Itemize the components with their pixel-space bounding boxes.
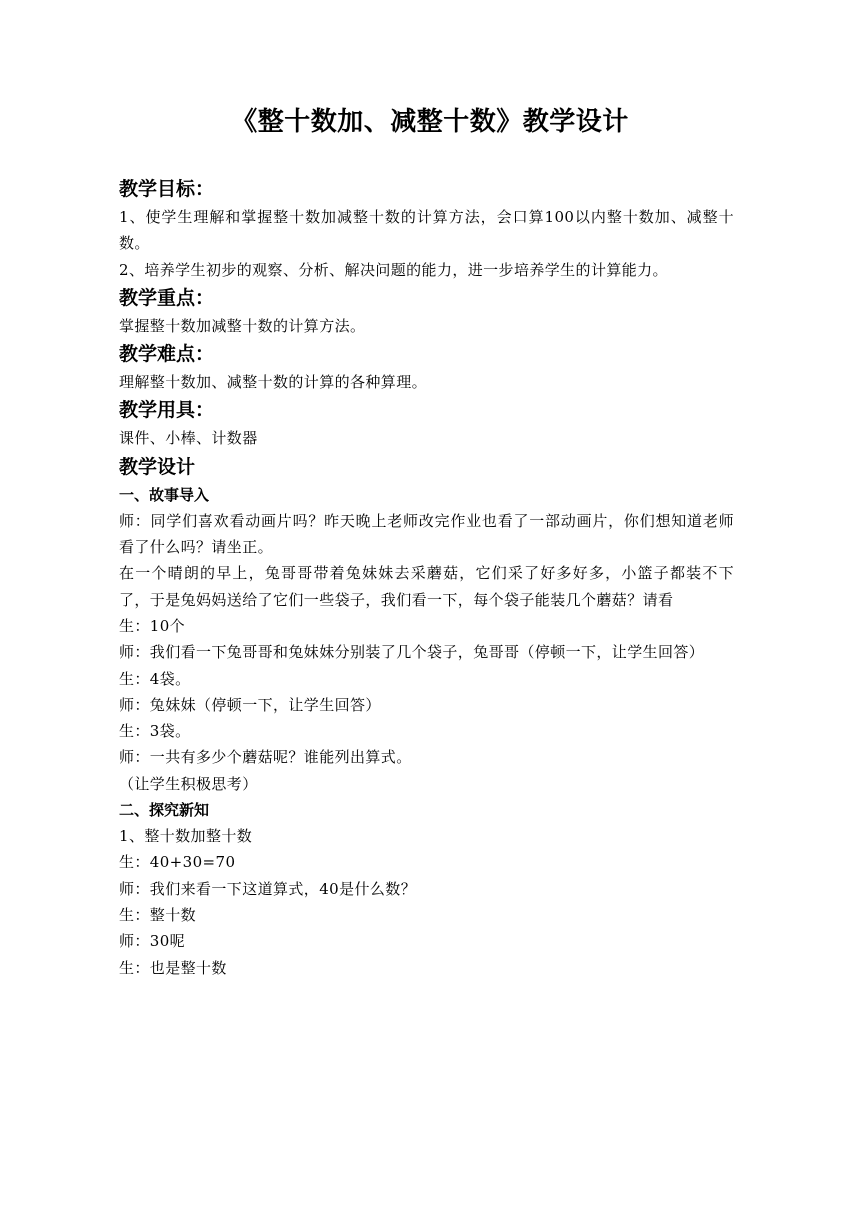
objective-item: 1、使学生理解和掌握整十数加减整十数的计算方法，会口算100以内整十数加、减整十数。 [119, 208, 734, 253]
tools-text: 课件、小棒、计数器 [119, 429, 258, 448]
dialogue-line: 1、整十数加整十数 [119, 827, 253, 846]
design-heading: 教学设计 [119, 455, 196, 478]
document-title: 《整十数加、减整十数》教学设计 [231, 107, 629, 137]
part1-heading: 一、故事导入 [119, 485, 210, 504]
dialogue-line: 生：40+30=70 [119, 853, 236, 872]
dialogue-line: 师：我们看一下兔哥哥和兔妹妹分别装了几个袋子，兔哥哥（停顿一下，让学生回答） [119, 643, 705, 662]
dialogue-line: 师：一共有多少个蘑菇呢？谁能列出算式。 [119, 748, 412, 767]
dialogue-line: 师：同学们喜欢看动画片吗？昨天晚上老师改完作业也看了一部动画片，你们想知道老师看了什么吗？请坐正。 [119, 511, 734, 557]
dialogue-line: 生：4袋。 [119, 669, 191, 688]
objectives-heading: 教学目标： [119, 178, 215, 200]
tools-heading: 教学用具： [119, 399, 215, 422]
key-points-heading: 教学重点： [119, 286, 215, 309]
difficulties-text: 理解整十数加、减整十数的计算的各种算理。 [119, 373, 428, 392]
document-body [119, 174, 734, 981]
dialogue-line: 生：整十数 [119, 905, 197, 924]
dialogue-line: 生：也是整十数 [119, 958, 227, 977]
dialogue-line: 师：兔妹妹（停顿一下，让学生回答） [119, 695, 381, 714]
key-points-text: 掌握整十数加减整十数的计算方法。 [119, 316, 366, 335]
dialogue-line: 师：30呢 [119, 932, 186, 951]
dialogue-line: 生：3袋。 [119, 722, 191, 741]
part2-heading: 二、探究新知 [119, 801, 210, 820]
dialogue-line: 师：我们来看一下这道算式，40是什么数？ [119, 879, 417, 898]
dialogue-line: 在一个晴朗的早上，兔哥哥带着兔妹妹去采蘑菇，它们采了好多好多，小篮子都装不下了，于是兔妈妈送给了它们一些袋子，我们看一下，每个袋子能装几个蘑菇？请看 [119, 564, 734, 609]
difficulties-heading: 教学难点： [119, 343, 215, 366]
objective-item: 2、培养学生初步的观察、分析、解决问题的能力，进一步培养学生的计算能力。 [119, 260, 668, 279]
dialogue-line: 生：10个 [119, 616, 186, 635]
dialogue-line: （让学生积极思考） [119, 774, 258, 793]
